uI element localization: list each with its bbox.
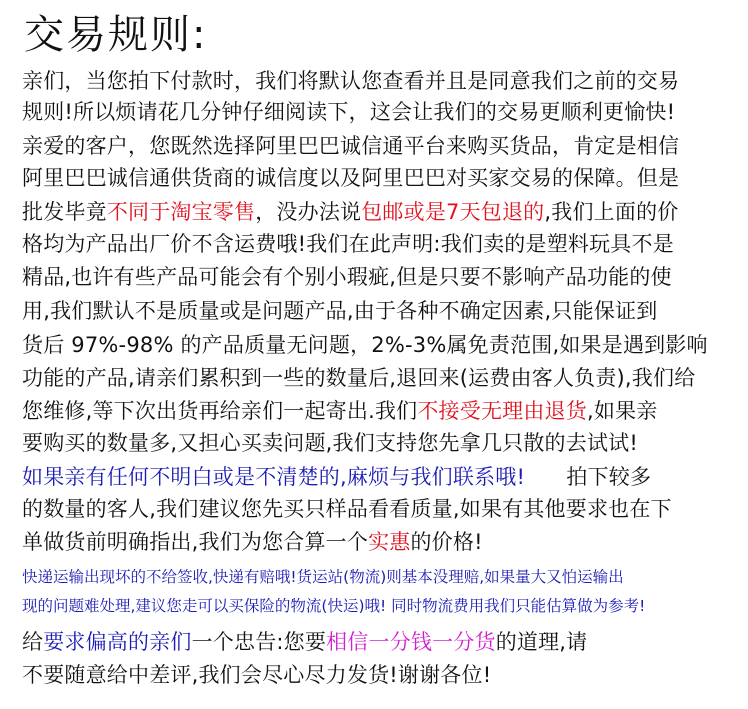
rules-line [22,262,672,292]
rule-text: ，没办法说 [255,200,362,224]
rule-text: 您维修,等下次出货再给亲们一起寄出.我们 [22,399,418,423]
rules-line [22,363,695,393]
rules-line [22,330,708,360]
rule-text: 的数量的客人,我们建议您先买只样品看看质量,如果有其他要求也在下 [22,497,672,521]
highlighted-text: 不同于淘宝零售 [106,200,256,224]
highlighted-text: 快递运输出现坏的不给签收,快递有赔哦!货运站(物流)则基本没理赔,如果量大又怕运输出 [22,568,624,586]
rules-line [22,494,672,524]
rule-text: 亲爱的客户，您既然选择阿里巴巴诚信通平台来购买货品，肯定是相信 [22,134,680,158]
rule-text: 阿里巴巴诚信通供货商的诚信度以及阿里巴巴对买家交易的保障。但是 [22,166,680,190]
rules-line [22,131,679,161]
highlighted-text: 不接受无理由退货 [417,399,587,423]
rules-line [22,163,679,193]
rule-text: 功能的产品,请亲们累积到一些的数量后,退回来(运费由客人负责),我们给 [22,366,696,390]
rules-line [22,562,624,592]
rule-text: ,我们上面的价 [544,200,679,224]
highlighted-text: 包邮或是7天包退的 [361,200,545,224]
rules-line [22,296,657,326]
rule-text: 精品,也许有些产品可能会有个别小瑕疵,但是只要不影响产品功能的使 [22,265,672,289]
highlighted-text: 实惠 [368,530,411,554]
rule-text: 的道理,请 [495,630,588,654]
rule-text: 用,我们默认不是质量或是问题产品,由于各种不确定因素,只能保证到 [22,299,658,323]
highlighted-text: 相信一分钱一分货 [326,630,496,654]
rule-text: 格均为产品出厂价不含运费哦!我们在此声明:我们卖的是塑料玩具不是 [22,232,674,256]
page-title: 交易规则: [24,12,208,58]
rule-text: 给 [22,630,44,654]
rules-line [22,462,651,492]
rules-line [22,197,678,227]
rules-line [22,396,657,426]
rules-line [22,229,674,259]
highlighted-text: 如果亲有任何不明白或是不清楚的,麻烦与我们联系哦! [22,465,526,489]
rules-line [22,591,645,621]
rules-line [22,660,491,690]
rule-text: 要购买的数量多,又担心买卖问题,我们支持您先拿几只散的去试试! [22,431,638,455]
rule-text: 批发毕竟 [22,200,107,224]
rule-text: ,如果亲 [586,399,658,423]
rule-text: 的价格! [410,530,483,554]
rule-text: 规则!所以烦请花几分钟仔细阅读下，这会让我们的交易更顺利更愉快! [22,100,676,124]
rules-line [22,527,483,557]
rule-text: 亲们，当您拍下付款时，我们将默认您查看并且是同意我们之前的交易 [22,69,680,93]
highlighted-text: 现的问题难处理,建议您走可以买保险的物流(快运)哦! 同时物流费用我们只能估算做为参考! [22,597,646,615]
rules-line [22,66,679,96]
rule-text: 拍下较多 [525,465,652,489]
rule-text: 货后 97%-98% 的产品质量无问题，2%-3%属免责范围,如果是遇到影响 [22,333,708,357]
rules-line [22,627,587,657]
rule-text: 一个忠告:您要 [191,630,327,654]
highlighted-text: 要求偏高的亲们 [43,630,192,654]
rules-line [22,97,675,127]
rules-line [22,428,638,458]
rule-text: 单做货前明确指出,我们为您合算一个 [22,530,369,554]
rule-text: 不要随意给中差评,我们会尽心尽力发货!谢谢各位! [22,663,492,687]
